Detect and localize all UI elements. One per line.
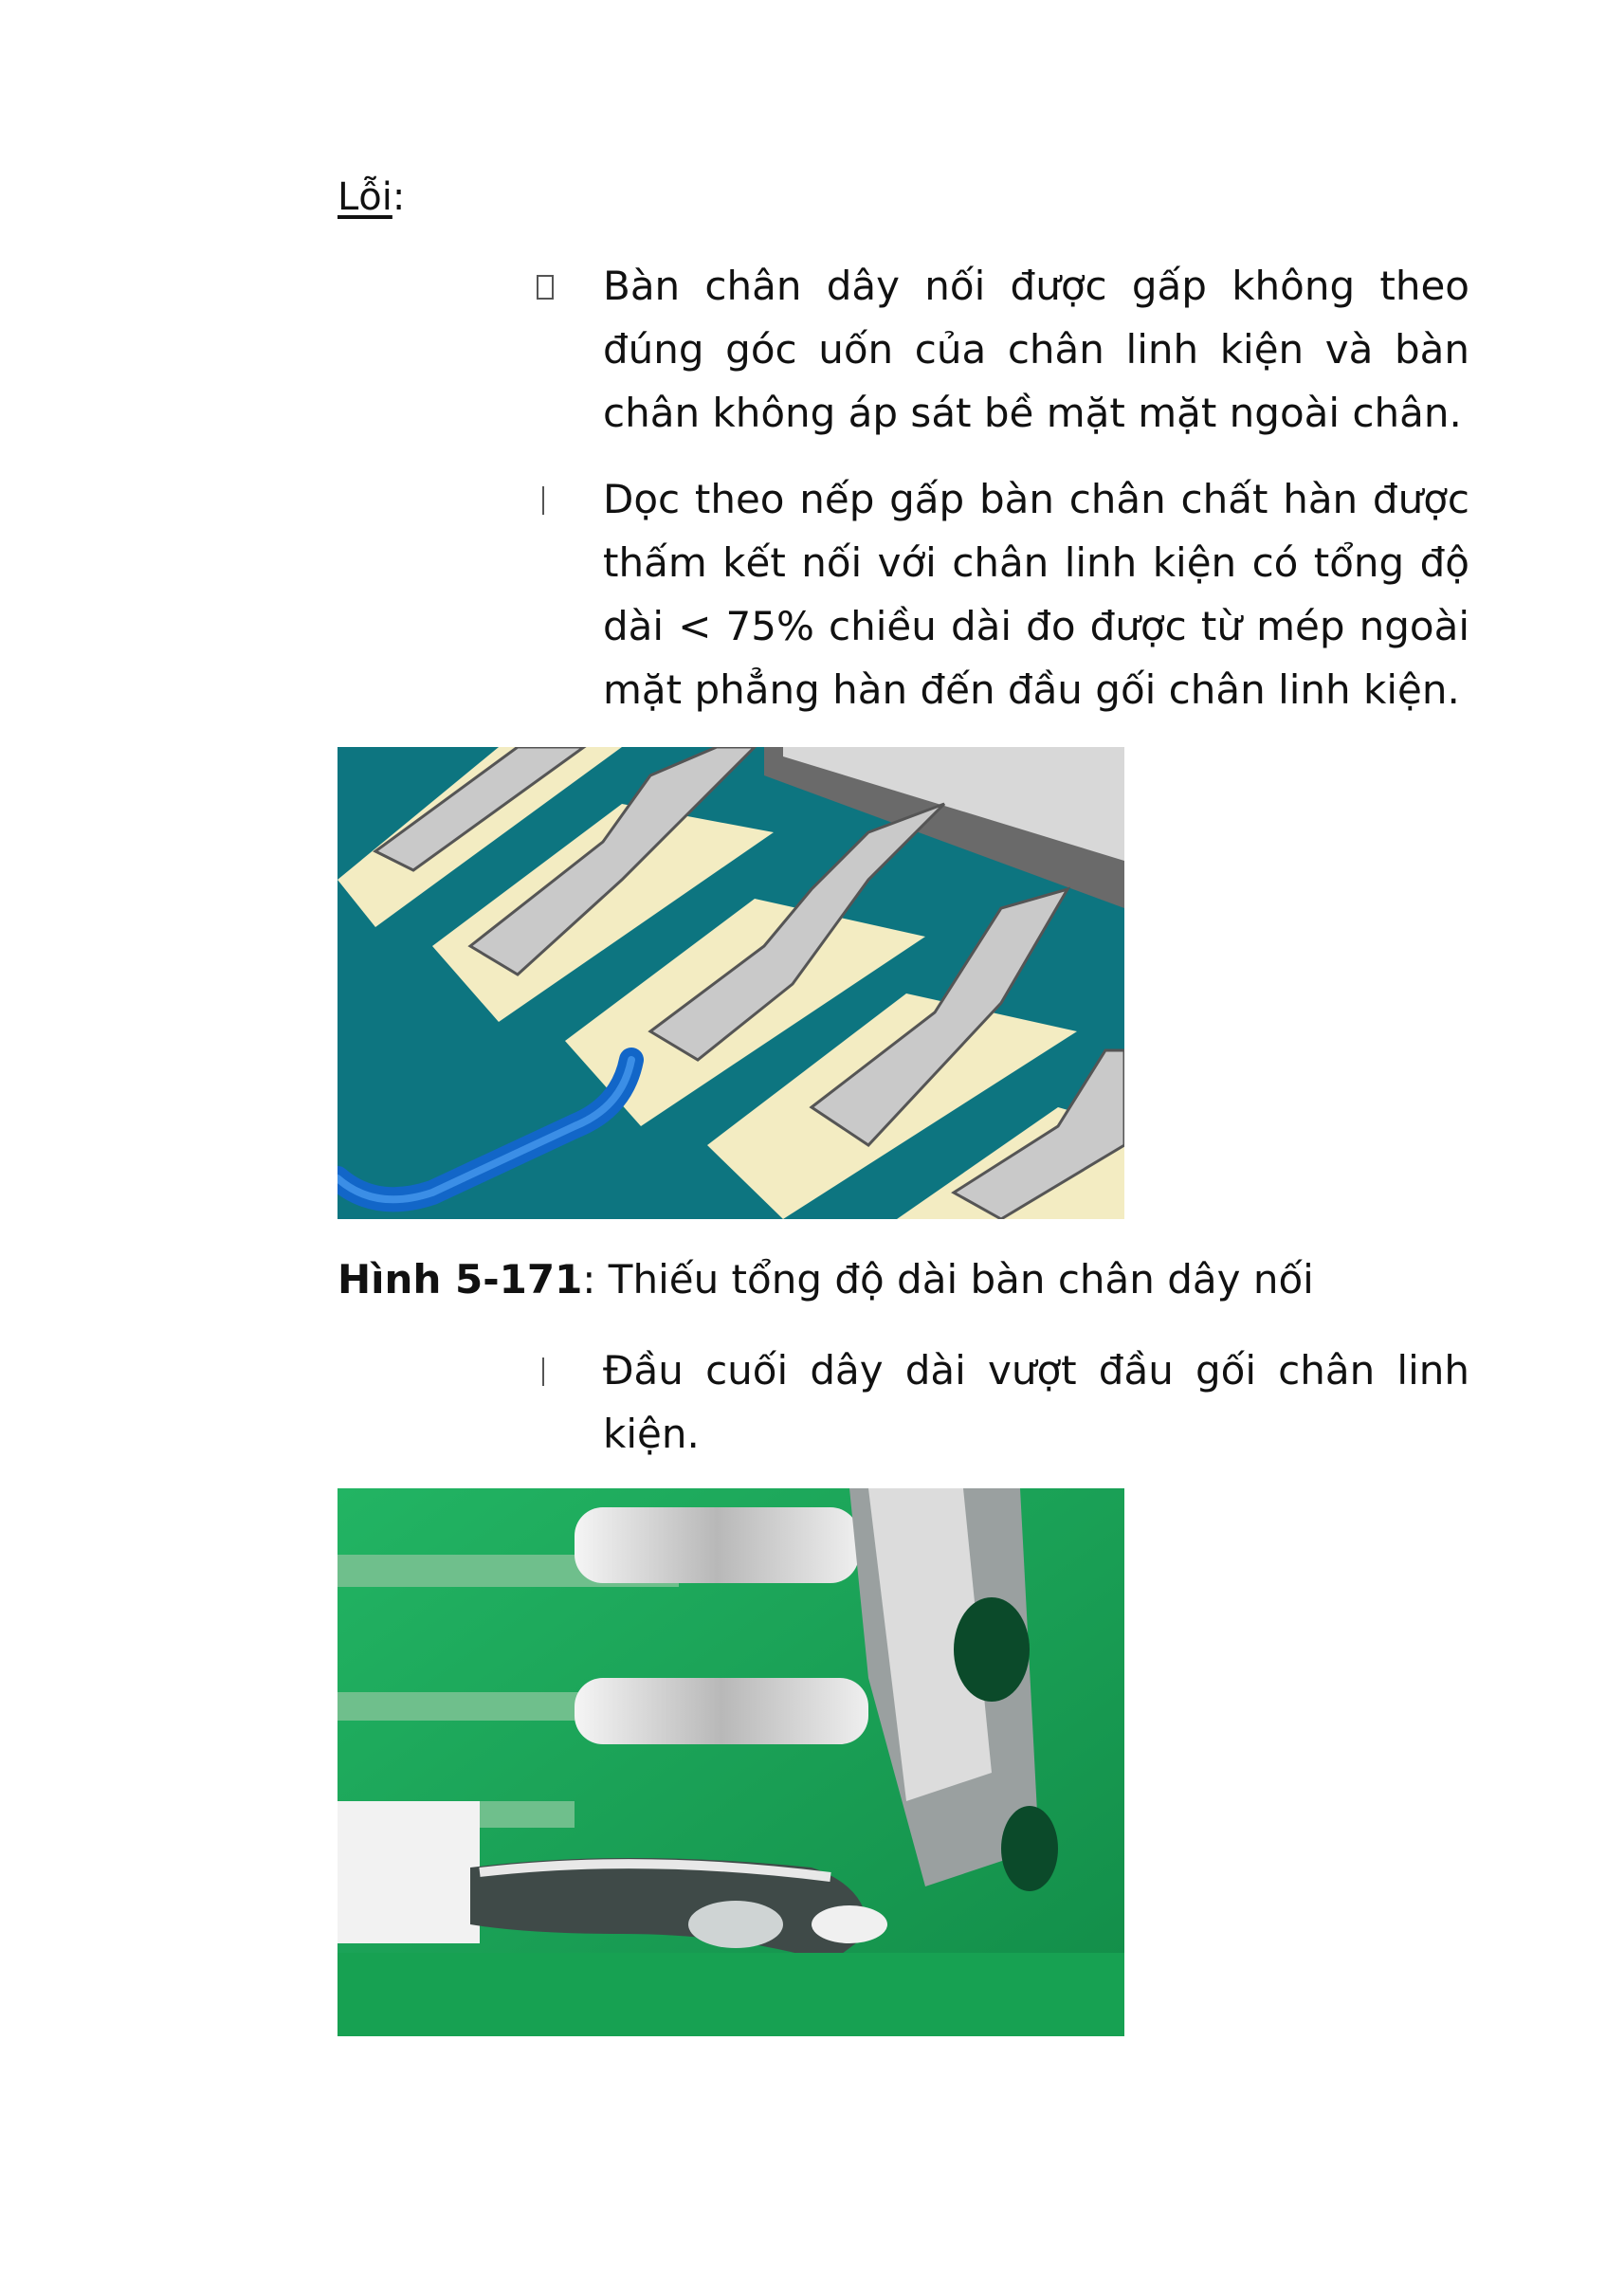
- bar-bullet-icon: [542, 1358, 544, 1386]
- bullet-text: Đầu cuối dây dài vượt đầu gối chân linh kiện.: [603, 1347, 1469, 1457]
- heading-colon: :: [392, 175, 406, 219]
- caption-text: Thiếu tổng độ dài bàn chân dây nối: [595, 1256, 1314, 1303]
- figure-photo: [338, 1488, 1124, 2036]
- pcb-lead-illustration: [338, 747, 1124, 1219]
- section-heading: [338, 169, 405, 226]
- bullet-text: Dọc theo nếp gấp bàn chân chất hàn được thấm kết nối với chân linh kiện có tổng độ dài < 75% chiều dài đo được từ mép ngoài mặt phẳng hàn đến đầu gối chân linh kiện.: [603, 476, 1469, 713]
- caption-label: Hình 5-171: [338, 1256, 583, 1303]
- heading-label: Lỗi: [338, 175, 392, 219]
- caption-separator: :: [582, 1256, 596, 1303]
- figure-illustration: [338, 747, 1124, 1219]
- square-bullet-icon: [537, 275, 554, 300]
- figure-caption: [338, 1251, 1314, 1308]
- bullet-text: Bàn chân dây nối được gấp không theo đúng góc uốn của chân linh kiện và bàn chân không áp sát bề mặt mặt ngoài chân.: [603, 263, 1469, 436]
- solder-joint-photo: [338, 1488, 1124, 2036]
- bar-bullet-icon: [542, 486, 544, 515]
